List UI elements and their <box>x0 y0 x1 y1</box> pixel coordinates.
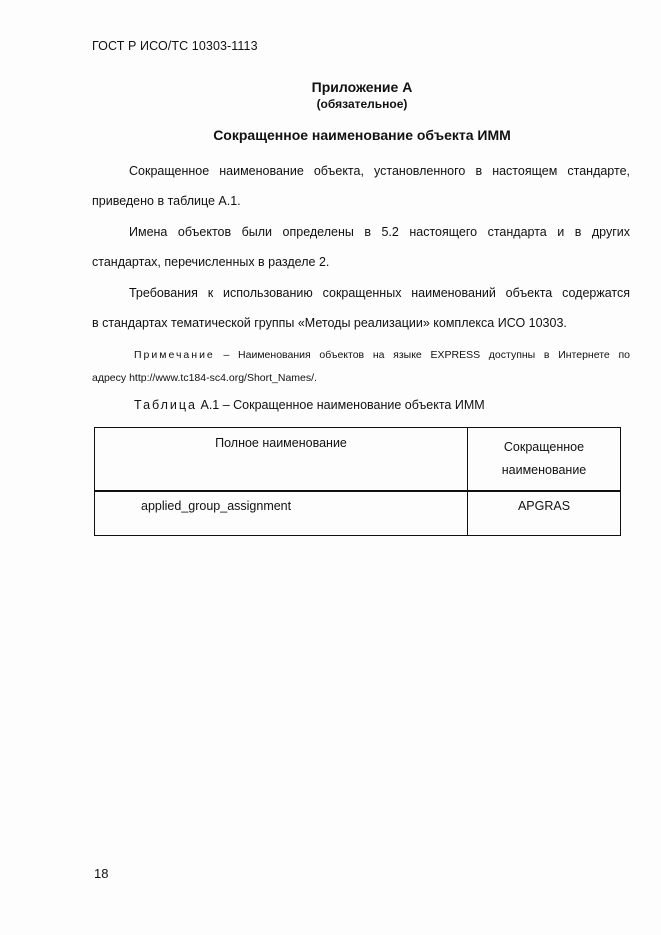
paragraph-3-line-2: в стандартах тематической группы «Методы реализации» комплекса ИСО 10303. <box>92 316 567 330</box>
header-short-name-line-1: Сокращенное <box>503 440 585 454</box>
note-label: Примечание <box>134 349 215 361</box>
page-number: 18 <box>94 866 109 881</box>
header-full-name: Полное наименование <box>95 428 468 492</box>
paragraph-1 <box>92 156 630 216</box>
paragraph-3-line-1: Требования к использованию сокращенных наименований объекта содержатся <box>129 286 630 300</box>
paragraph-1-line-2: приведено в таблице А.1. <box>92 194 241 208</box>
note-line-1 <box>92 344 630 367</box>
header-short-name <box>468 428 621 492</box>
paragraph-2-line-2: стандартах, перечисленных в разделе 2. <box>92 255 330 269</box>
note-text: Наименования объектов на языке EXPRESS доступны в Интернете по <box>238 349 630 361</box>
document-header: ГОСТ Р ИСО/ТС 10303-1113 <box>92 39 258 53</box>
note-line-2: адресу http://www.tc184-sc4.org/Short_Names/. <box>92 372 317 384</box>
cell-short-name: APGRAS <box>468 491 621 536</box>
paragraph-2-line-1: Имена объектов были определены в 5.2 настоящего стандарта и в других <box>129 225 630 239</box>
table-header-row <box>95 428 621 492</box>
table-row <box>95 491 621 536</box>
short-names-table <box>94 427 621 536</box>
paragraph-3 <box>92 278 630 338</box>
appendix-title: Приложение А <box>311 79 413 95</box>
table-caption-text: А.1 – Сокращенное наименование объекта ИММ <box>197 398 485 412</box>
paragraph-1-line-1: Сокращенное наименование объекта, установленного в настоящем стандарте, <box>129 164 630 178</box>
cell-full-name: applied_group_assignment <box>95 491 468 536</box>
note-dash: – <box>214 349 239 361</box>
paragraph-2 <box>92 217 630 277</box>
table-caption-label: Таблица <box>134 398 198 412</box>
header-short-name-line-2: наименование <box>501 463 587 477</box>
table-caption <box>134 398 485 412</box>
appendix-status: (обязательное) <box>316 97 408 111</box>
section-title: Сокращенное наименование объекта ИММ <box>213 127 511 143</box>
note <box>92 344 630 390</box>
